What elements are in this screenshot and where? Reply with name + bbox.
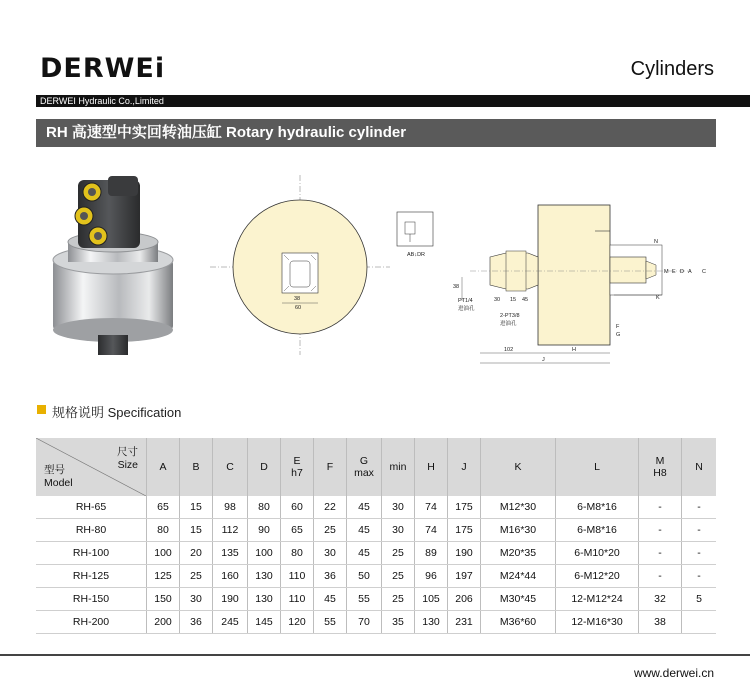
table-cell: 70 xyxy=(347,611,382,634)
table-cell: 25 xyxy=(180,565,213,588)
label-pt14: PT1/4 xyxy=(458,298,473,304)
label-2pt38: 2-PT3/8 xyxy=(500,313,520,319)
table-cell: 100 xyxy=(248,542,281,565)
table-cell: 12-M16*30 xyxy=(556,611,639,634)
table-cell: 206 xyxy=(448,588,481,611)
col-a xyxy=(147,438,180,496)
table-cell: - xyxy=(639,496,682,519)
dim-d: D xyxy=(680,269,684,275)
table-cell: 25 xyxy=(382,542,415,565)
spec-bullet xyxy=(37,405,46,414)
table-cell: 80 xyxy=(147,519,180,542)
dim-60: 60 xyxy=(295,305,302,311)
table-cell: 200 xyxy=(147,611,180,634)
table-row xyxy=(36,519,716,542)
table-row xyxy=(36,565,716,588)
column-header-label: G xyxy=(359,455,369,467)
table-cell: 36 xyxy=(314,565,347,588)
table-cell: RH-100 xyxy=(36,542,147,565)
table-cell: 120 xyxy=(281,611,314,634)
table-cell: 32 xyxy=(639,588,682,611)
table-cell: 45 xyxy=(347,519,382,542)
table-row xyxy=(36,611,716,634)
column-header-label: E xyxy=(293,455,301,467)
table-cell: M12*30 xyxy=(481,496,556,519)
table-cell: 15 xyxy=(180,519,213,542)
table-cell: 22 xyxy=(314,496,347,519)
brand-logo: DERWEi xyxy=(40,53,166,84)
table-cell: - xyxy=(639,542,682,565)
table-cell: 135 xyxy=(213,542,248,565)
column-header-label: D xyxy=(260,461,268,473)
col-j xyxy=(448,438,481,496)
table-cell: RH-125 xyxy=(36,565,147,588)
spec-header-row xyxy=(36,438,716,496)
col-g-max xyxy=(347,438,382,496)
col-c xyxy=(213,438,248,496)
table-cell: 190 xyxy=(213,588,248,611)
dim-m: M xyxy=(664,269,669,275)
table-cell: 30 xyxy=(382,519,415,542)
table-cell: 30 xyxy=(382,496,415,519)
table-cell: 98 xyxy=(213,496,248,519)
table-cell: 25 xyxy=(314,519,347,542)
table-cell: 130 xyxy=(248,588,281,611)
table-cell: 55 xyxy=(347,588,382,611)
table-cell: M30*45 xyxy=(481,588,556,611)
table-cell: 112 xyxy=(213,519,248,542)
dim-left-38: 38 xyxy=(453,284,460,290)
table-cell: - xyxy=(682,542,717,565)
dim-h: H xyxy=(572,347,576,353)
dim-a: A xyxy=(688,269,692,275)
table-cell: 45 xyxy=(347,496,382,519)
spec-table xyxy=(36,438,716,634)
table-cell: 100 xyxy=(147,542,180,565)
header-size-en: Size xyxy=(117,459,138,471)
table-cell: 105 xyxy=(415,588,448,611)
side-view-drawing xyxy=(450,195,720,375)
dim-30: 30 xyxy=(494,297,501,303)
dim-15: 15 xyxy=(510,297,517,303)
table-cell: - xyxy=(639,519,682,542)
table-cell: M20*35 xyxy=(481,542,556,565)
table-cell: 5 xyxy=(682,588,717,611)
table-cell: 20 xyxy=(180,542,213,565)
table-cell: 15 xyxy=(180,496,213,519)
column-header-label: C xyxy=(226,461,234,473)
col-min xyxy=(382,438,415,496)
product-photo xyxy=(48,170,178,365)
table-cell: - xyxy=(682,496,717,519)
dim-j: J xyxy=(542,357,545,363)
table-cell: 50 xyxy=(347,565,382,588)
table-cell: 65 xyxy=(281,519,314,542)
header-model-en: Model xyxy=(44,477,73,489)
table-cell: M16*30 xyxy=(481,519,556,542)
table-cell: 6-M8*16 xyxy=(556,496,639,519)
col-e xyxy=(281,438,314,496)
column-header-label: A xyxy=(159,461,167,473)
col-k xyxy=(481,438,556,496)
dim-g: G xyxy=(616,332,621,338)
dim-k: K xyxy=(656,295,660,301)
table-cell: 30 xyxy=(314,542,347,565)
table-row xyxy=(36,542,716,565)
dim-102: 102 xyxy=(504,347,514,353)
table-cell: 45 xyxy=(347,542,382,565)
label-inlet: 进油孔 xyxy=(458,306,475,312)
table-cell: 80 xyxy=(248,496,281,519)
col-l xyxy=(556,438,639,496)
table-cell: 130 xyxy=(415,611,448,634)
dim-38: 38 xyxy=(294,296,301,302)
table-cell: M24*44 xyxy=(481,565,556,588)
spec-heading: 规格说明 Specification xyxy=(52,405,182,420)
column-header-label: B xyxy=(192,461,200,473)
table-cell: 89 xyxy=(415,542,448,565)
dim-45: 45 xyxy=(522,297,529,303)
col-d xyxy=(248,438,281,496)
table-row xyxy=(36,496,716,519)
dim-f: F xyxy=(616,324,620,330)
column-header-label: L xyxy=(594,461,600,473)
table-cell: 150 xyxy=(147,588,180,611)
table-cell: 55 xyxy=(314,611,347,634)
col-f xyxy=(314,438,347,496)
table-cell: - xyxy=(682,519,717,542)
table-cell: M36*60 xyxy=(481,611,556,634)
column-header-label: K xyxy=(514,461,522,473)
column-header-label: H xyxy=(427,461,435,473)
table-cell: 110 xyxy=(281,565,314,588)
table-cell: 110 xyxy=(281,588,314,611)
col-b xyxy=(180,438,213,496)
table-cell: 30 xyxy=(180,588,213,611)
header-size-cn: 尺寸 xyxy=(117,446,138,458)
column-header-label: F xyxy=(326,461,334,473)
column-header-label: J xyxy=(461,461,467,473)
table-cell: 96 xyxy=(415,565,448,588)
table-cell: 197 xyxy=(448,565,481,588)
column-header-label: min xyxy=(389,461,407,473)
table-cell: 231 xyxy=(448,611,481,634)
dim-n: N xyxy=(654,239,658,245)
table-cell: - xyxy=(639,565,682,588)
table-cell: 12-M12*24 xyxy=(556,588,639,611)
column-header-label: H8 xyxy=(653,467,667,479)
dim-c: C xyxy=(702,269,706,275)
table-cell: 245 xyxy=(213,611,248,634)
table-cell: 145 xyxy=(248,611,281,634)
footer-divider xyxy=(0,654,750,656)
table-cell: 80 xyxy=(281,542,314,565)
column-header-label: N xyxy=(695,461,703,473)
table-cell: 90 xyxy=(248,519,281,542)
table-cell: 36 xyxy=(180,611,213,634)
table-cell xyxy=(682,611,717,634)
label-oil: 进油孔 xyxy=(500,321,517,327)
table-cell: 6-M8*16 xyxy=(556,519,639,542)
table-cell: RH-65 xyxy=(36,496,147,519)
company-name: DERWEI Hydraulic Co.,Limited xyxy=(40,96,164,106)
footer-website[interactable]: www.derwei.cn xyxy=(633,666,714,680)
column-header-label: max xyxy=(354,467,374,479)
table-cell: 25 xyxy=(382,588,415,611)
table-cell: 130 xyxy=(248,565,281,588)
table-row xyxy=(36,588,716,611)
page-category: Cylinders xyxy=(630,58,714,80)
column-header-label: h7 xyxy=(291,467,303,479)
table-cell: - xyxy=(682,565,717,588)
table-cell: 74 xyxy=(415,519,448,542)
col-m xyxy=(639,438,682,496)
table-cell: 45 xyxy=(314,588,347,611)
table-cell: 6-M12*20 xyxy=(556,565,639,588)
table-cell: 25 xyxy=(382,565,415,588)
label-ab-dr: AB↓DR xyxy=(407,252,426,258)
front-view-drawing xyxy=(210,175,390,355)
table-cell: 190 xyxy=(448,542,481,565)
table-cell: 175 xyxy=(448,519,481,542)
table-cell: RH-150 xyxy=(36,588,147,611)
table-cell: 74 xyxy=(415,496,448,519)
page-title: RH 高速型中实回转油压缸 Rotary hydraulic cylinder xyxy=(46,124,407,141)
table-cell: 125 xyxy=(147,565,180,588)
table-cell: 38 xyxy=(639,611,682,634)
table-cell: 60 xyxy=(281,496,314,519)
hydraulic-symbol xyxy=(395,210,445,260)
header-size-model xyxy=(36,438,147,496)
column-header-label: M xyxy=(655,455,665,467)
table-cell: RH-200 xyxy=(36,611,147,634)
header-model-cn: 型号 xyxy=(44,464,65,476)
col-n xyxy=(682,438,717,496)
table-cell: 160 xyxy=(213,565,248,588)
table-cell: RH-80 xyxy=(36,519,147,542)
table-cell: 175 xyxy=(448,496,481,519)
col-h xyxy=(415,438,448,496)
dim-e: E xyxy=(672,269,676,275)
table-cell: 6-M10*20 xyxy=(556,542,639,565)
table-cell: 65 xyxy=(147,496,180,519)
table-cell: 35 xyxy=(382,611,415,634)
